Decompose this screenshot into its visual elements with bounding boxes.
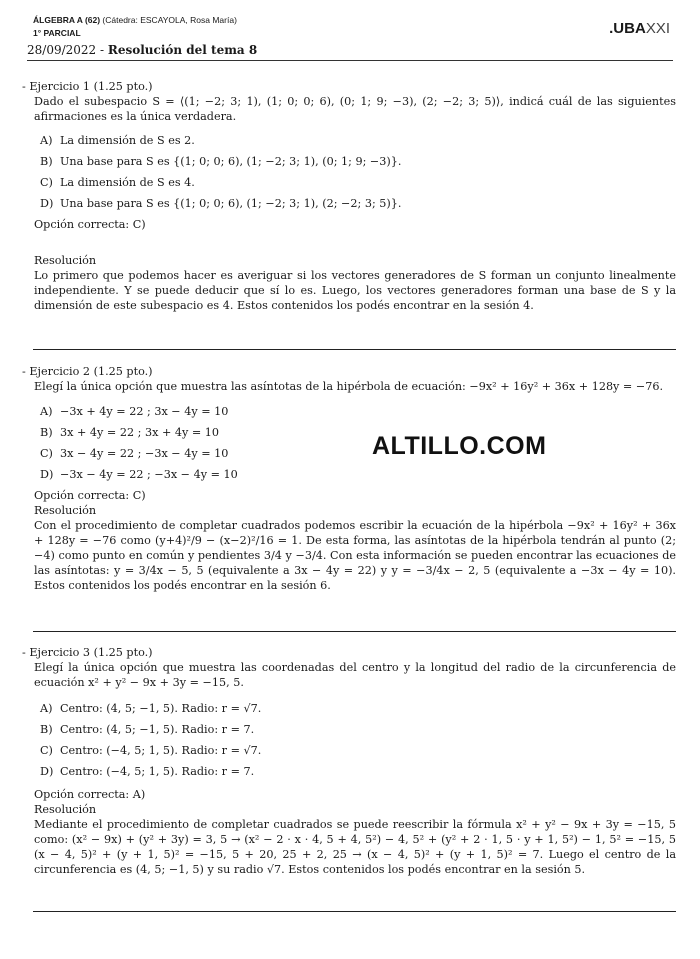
page-title bbox=[27, 43, 257, 57]
resolution-label: Resolución bbox=[34, 803, 97, 816]
correct-answer: Opción correcta: C) bbox=[34, 218, 146, 231]
option-a bbox=[40, 404, 676, 419]
options-list bbox=[40, 701, 676, 779]
option-b bbox=[40, 722, 676, 737]
option-c bbox=[40, 743, 676, 758]
exam-date: 28/09/2022 - bbox=[27, 43, 108, 57]
option-a bbox=[40, 701, 676, 716]
option-letter: C) bbox=[40, 744, 53, 757]
option-letter: C) bbox=[40, 447, 53, 460]
option-text: La dimensión de S es 4. bbox=[60, 176, 195, 189]
option-letter: A) bbox=[40, 702, 53, 715]
option-letter: A) bbox=[40, 134, 53, 147]
course-chair: (Cátedra: ESCAYOLA, Rosa María) bbox=[100, 15, 237, 25]
option-text: Centro: (−4, 5; 1, 5). Radio: r = √7. bbox=[60, 744, 262, 757]
options-list bbox=[40, 404, 676, 482]
doc-title: Resolución del tema 8 bbox=[107, 43, 258, 57]
option-c bbox=[40, 446, 676, 461]
exercise-statement: Elegí la única opción que muestra las asíntotas de la hipérbola de ecuación: −9x² + 16y² + 36x + 128y = −76. bbox=[34, 380, 664, 393]
logo-suffix: XXI bbox=[645, 20, 670, 37]
exercise-title: - Ejercicio 3 (1.25 pto.) bbox=[22, 646, 153, 659]
option-text: Centro: (4, 5; −1, 5). Radio: r = √7. bbox=[60, 702, 262, 715]
option-letter: B) bbox=[40, 426, 53, 439]
exercise-2 bbox=[22, 364, 676, 593]
resolution-text: Mediante el procedimiento de completar cuadrados se puede reescribir la fórmula x² + y² − 9x + 3y = −15, 5 como: (x² − 9x) + (y² + 3y) = 3, 5 → (x² − 2 · x · 4, 5 + 4, 5²) − 4, 5² + (y² + 2 · 1, 5 · y + 1, 5²) − 1, 5² = −15, 5 (x − 4, 5)² + (y + 1, 5)² = −15, 5 + 20, 25 + 2, 25 → (x − 4, 5)² + (y + 1, 5)² = 7. Luego el centro de la circunferencia es (4, 5; −1, 5) y su radio √7. Estos contenidos los podés encontrar en la sesión 5. bbox=[34, 818, 676, 876]
course-name: ÁLGEBRA A (62) bbox=[33, 15, 101, 25]
options-list bbox=[40, 133, 676, 211]
exercise-statement: Dado el subespacio S = ⟨(1; −2; 3; 1), (1; 0; 0; 6), (0; 1; 9; −3), (2; −2; 3; 5)⟩, indicá cuál de las siguientes afirmaciones es la única verdadera. bbox=[34, 95, 676, 123]
option-b bbox=[40, 425, 676, 440]
section-divider bbox=[33, 631, 676, 632]
section-divider bbox=[33, 911, 676, 912]
option-d bbox=[40, 764, 676, 779]
option-text: −3x − 4y = 22 ; −3x − 4y = 10 bbox=[60, 468, 238, 481]
exercise-3 bbox=[22, 645, 676, 877]
correct-answer: Opción correcta: C) bbox=[34, 489, 146, 502]
resolution-text: Lo primero que podemos hacer es averiguar si los vectores generadores de S forman un conjunto linealmente independiente. Y se puede deducir que sí lo es. Luego, los vectores generadores forman una base de S y la dimensión de este subespacio es 4. Estos contenidos los podés encontrar en la sesión 4. bbox=[34, 269, 676, 312]
option-letter: B) bbox=[40, 155, 53, 168]
option-letter: D) bbox=[40, 468, 54, 481]
header-rule bbox=[27, 60, 673, 61]
option-b bbox=[40, 154, 676, 169]
course-header bbox=[33, 15, 237, 25]
watermark: ALTILLO.COM bbox=[372, 432, 547, 460]
exercise-title: - Ejercicio 2 (1.25 pto.) bbox=[22, 365, 153, 378]
option-text: −3x + 4y = 22 ; 3x − 4y = 10 bbox=[60, 405, 229, 418]
option-d bbox=[40, 196, 676, 211]
option-a bbox=[40, 133, 676, 148]
option-text: Una base para S es {(1; 0; 0; 6), (1; −2; 3; 1), (2; −2; 3; 5)}. bbox=[60, 197, 402, 210]
exercise-1 bbox=[22, 79, 676, 313]
option-text: Centro: (−4, 5; 1, 5). Radio: r = 7. bbox=[60, 765, 255, 778]
resolution-label: Resolución bbox=[34, 254, 97, 267]
option-text: Una base para S es {(1; 0; 0; 6), (1; −2; 3; 1), (0; 1; 9; −3)}. bbox=[60, 155, 402, 168]
option-letter: B) bbox=[40, 723, 53, 736]
option-text: 3x + 4y = 22 ; 3x + 4y = 10 bbox=[60, 426, 220, 439]
option-text: 3x − 4y = 22 ; −3x − 4y = 10 bbox=[60, 447, 229, 460]
option-text: La dimensión de S es 2. bbox=[60, 134, 195, 147]
option-letter: C) bbox=[40, 176, 53, 189]
exercise-statement: Elegí la única opción que muestra las coordenadas del centro y la longitud del radio de la circunferencia de ecuación x² + y² − 9x + 3y = −15, 5. bbox=[34, 661, 676, 689]
option-text: Centro: (4, 5; −1, 5). Radio: r = 7. bbox=[60, 723, 255, 736]
exam-label: 1° PARCIAL bbox=[33, 28, 81, 38]
option-c bbox=[40, 175, 676, 190]
uba-logo bbox=[609, 20, 670, 37]
resolution-label: Resolución bbox=[34, 504, 97, 517]
option-d bbox=[40, 467, 676, 482]
exercise-title: - Ejercicio 1 (1.25 pto.) bbox=[22, 80, 153, 93]
resolution-text: Con el procedimiento de completar cuadrados podemos escribir la ecuación de la hipérbola −9x² + 16y² + 36x + 128y = −76 como (y+4)²/9 − (x−2)²/16 = 1. De esta forma, las asíntotas de la hipérbola tendrán al punto (2; −4) como punto en común y pendientes 3/4 y −3/4. Con esta información se pueden encontrar las ecuaciones de las asíntotas: y = 3/4x − 5, 5 (equivalente a 3x − 4y = 22) y y = −3/4x − 2, 5 (equivalente a −3x − 4y = 10). Estos contenidos los podés encontrar en la sesión 6. bbox=[34, 519, 676, 592]
correct-answer: Opción correcta: A) bbox=[34, 788, 146, 801]
option-letter: D) bbox=[40, 765, 54, 778]
option-letter: D) bbox=[40, 197, 54, 210]
section-divider bbox=[33, 349, 676, 350]
logo-main: .UBA bbox=[609, 20, 646, 37]
option-letter: A) bbox=[40, 405, 53, 418]
